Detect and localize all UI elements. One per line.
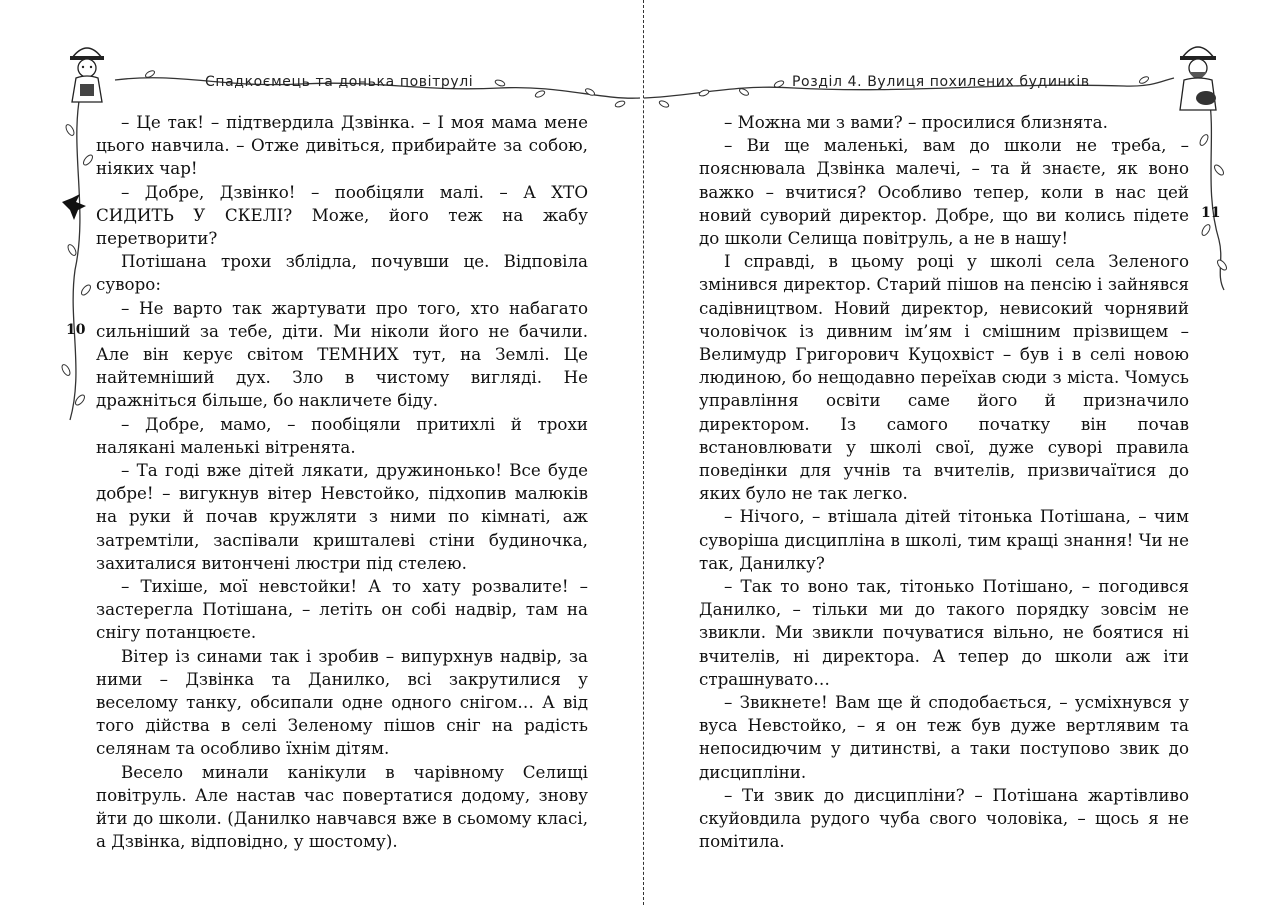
gnome-right-icon [1172,38,1224,114]
body-text [96,111,588,854]
paragraph: – Можна ми з вами? – просилися близнята. [724,112,1108,132]
paragraph: – Ви ще маленькі, вам до школи не треба, – пояснювала Дзвінка малечі, – та й знаєте, як воно важко – вчитися? Особливо тепер, коли в нас цей новий суворий директор. Добре, що ви колись підете до школи Селища повітруль, а не в нашу! [699,135,1189,249]
right-page [644,0,1281,905]
paragraph: – Звикнете! Вам ще й сподобається, – усміхнувся у вуса Невстойко, – я он теж був дуже вертлявим та непосидючим у дитинстві, а таки поступово звик до дисципліни. [699,692,1189,782]
paragraph: – Ти звик до дисципліни? – Потішана жартівливо скуйовдила рудого чуба свого чоловіка, – щось я не помітила. [699,784,1189,852]
paragraph: Вітер із синами так і зробив – випурхнув надвір, за ними – Дзвінка та Данилко, всі закрутилися у веселому танку, обсипали одне одного снігом… А від того дійства в селі Зеленому пішов сніг на радість селянам та особливо їхнім дітям. [96,645,588,759]
paragraph: Потішана трохи зблідла, почувши це. Відповіла суворо: [96,251,588,295]
paragraph: – Добре, Дзвінко! – пообіцяли малі. – А ХТО СИДИТЬ У СКЕЛІ? Може, його теж на жабу перетворити? [96,181,588,249]
paragraph: Весело минали канікули в чарівному Селищі повітруль. Але настав час повертатися додому, знову йти до школи. (Данилко навчався вже в сьомому класі, а Дзвінка, відповідно, у шостому). [96,761,588,852]
paragraph: – Добре, мамо, – пообіцяли притихлі й трохи налякані маленькі вітренята. [96,413,588,457]
paragraph: – Не варто так жартувати про того, хто набагато сильніший за тебе, діти. Ми ніколи його не бачили. Але він керує світом ТЕМНИХ тут, на Землі. Це найтемніший дух. Зло в чистому вигляді. Не дражніться більше, бо накличете біду. [96,297,588,411]
gnome-left-icon [64,40,110,106]
paragraph: – Тихіше, мої невстойки! А то хату розвалите! – застерегла Потішана, – летіть он собі надвір, там на снігу потанцюєте. [96,576,588,643]
paragraph: І справді, в цьому році у школі села Зеленого змінився директор. Старий пішов на пенсію і зайнявся садівництвом. Новий директор, невисокий чорнявий чоловічок із дивним ім’ям і смішним прізвищем – Велимудр Григорович Куцохвіст – був і в селі новою людиною, бо нещодавно переїхав сюди з міста. Чомусь управління освіти саме його й призначило директором. Із самого початку він почав встановлювати у школі свої, дуже суворі правила поведінки для учнів та вчителів, призвичаїтися до яких було не так легко. [699,251,1189,504]
bird-icon [58,192,90,222]
page-number: 11 [1201,205,1221,221]
paragraph: – Це так! – підтвердила Дзвінка. – І моя мама мене цього навчила. – Отже дивіться, прибирайте за собою, ніяких чар! [96,112,588,179]
paragraph: – Нічого, – втішала дітей тітонька Потішана, – чим суворіша дисципліна в школі, тим кращі знання! Чи не так, Данилку? [699,506,1189,573]
running-head: Розділ 4. Вулиця похилених будинків [792,74,1090,90]
running-head: Спадкоємець та донька повітрулі [205,74,474,90]
page-number: 10 [66,322,86,338]
paragraph: – Так то воно так, тітонько Потішано, – погодився Данилко, – тільки ми до такого порядку зовсім не звикли. Ми звикли почуватися вільно, не боятися ні вчителів, ні директора. А тепер до школи аж іти страшнувато… [699,576,1189,689]
paragraph: – Та годі вже дітей лякати, дружинонько! Все буде добре! – вигукнув вітер Невстойко, підхопив малюків на руки й почав кружляти з ними по кімнаті, аж затремтіли, заспівали кришталеві стіни будиночка, захиталися витончені люстри під стелею. [96,460,588,573]
body-text [699,111,1189,854]
